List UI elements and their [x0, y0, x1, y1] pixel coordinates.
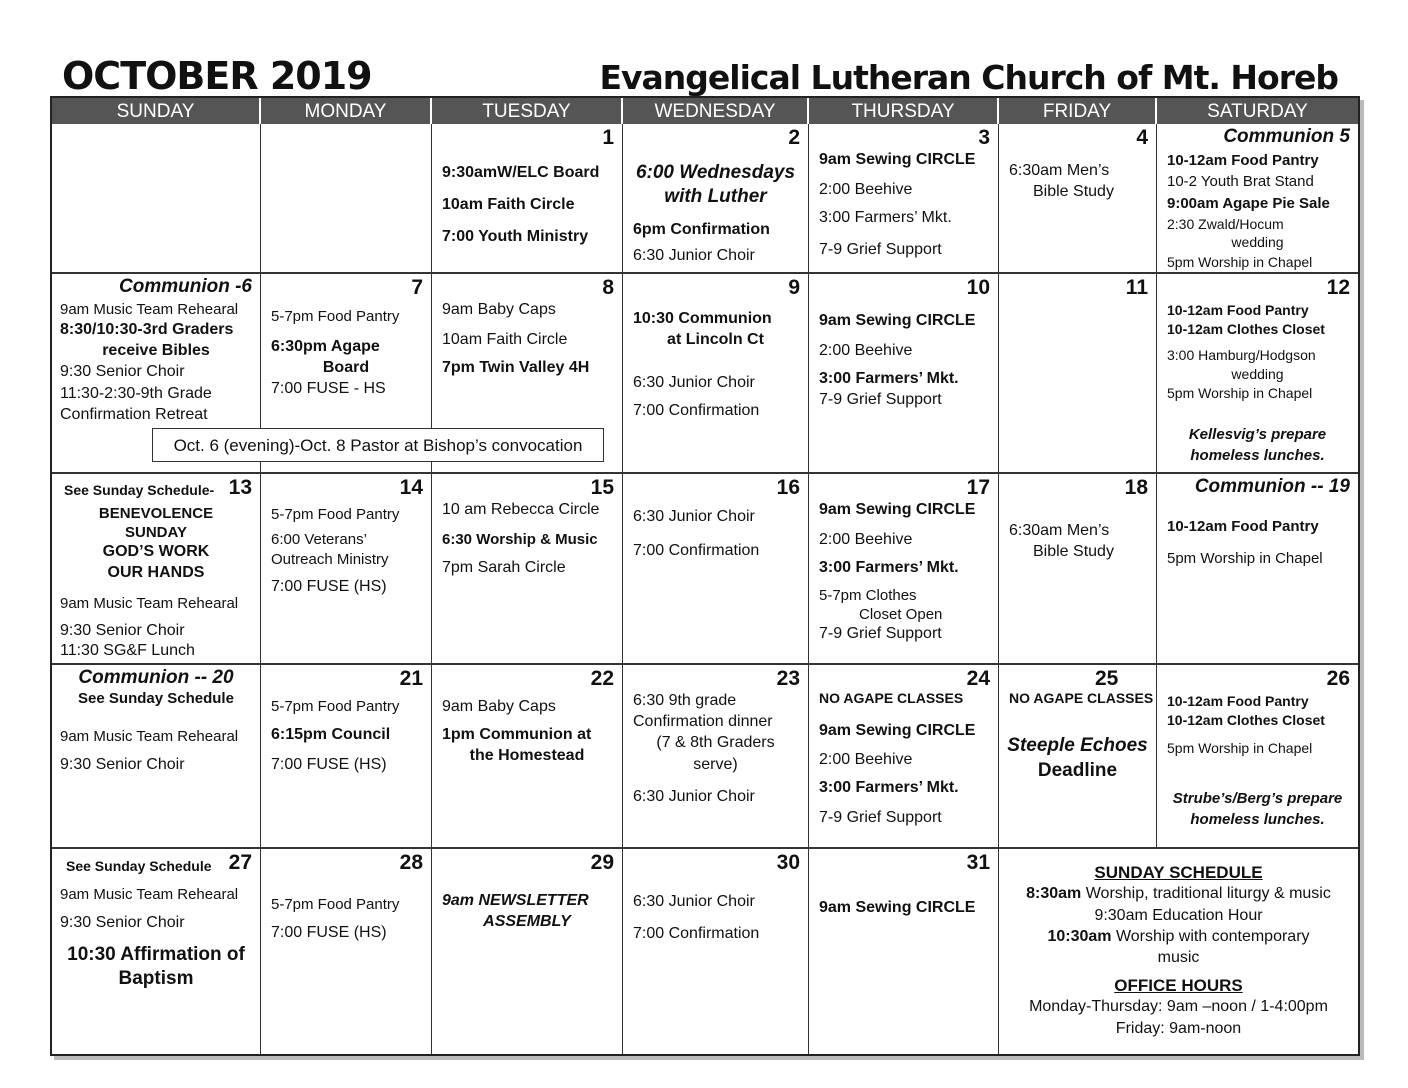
event: 11:30-2:30-9th Grade: [60, 385, 212, 402]
event: 6:30 Junior Choir: [633, 374, 755, 391]
day-number: 3: [978, 126, 990, 149]
event: receive Bibles: [102, 342, 210, 359]
day-number: 2: [788, 126, 800, 149]
event: 5pm Worship in Chapel: [1167, 254, 1313, 270]
event: 2:00 Beehive: [819, 531, 913, 548]
day-number: 8: [602, 276, 614, 299]
day-cell-oct-13: [52, 474, 261, 665]
day-cell-oct-22: [432, 665, 623, 849]
event: Kellesvig’s prepare: [1188, 426, 1327, 443]
day-number: 13: [228, 476, 252, 499]
day-cell-oct-31: [809, 849, 999, 1054]
event: the Homestead: [469, 747, 585, 764]
day-cell-oct-23: [623, 665, 809, 849]
event: 2:00 Beehive: [819, 342, 913, 359]
convocation-note: Oct. 6 (evening)-Oct. 8 Pastor at Bishop’s convocation: [152, 428, 604, 462]
day-cell-empty: [52, 124, 261, 274]
event: 1pm Communion at: [442, 726, 592, 743]
day-cell-empty: [261, 124, 432, 274]
day-cell-oct-20: [52, 665, 261, 849]
event: 9am Baby Caps: [442, 698, 556, 715]
day-cell-oct-12: [1157, 274, 1358, 474]
month-title: OCTOBER 2019: [62, 54, 372, 98]
event: 5-7pm Food Pantry: [271, 308, 400, 325]
day-cell-oct-28: [261, 849, 432, 1054]
sunday-schedule-title: SUNDAY SCHEDULE: [1094, 863, 1263, 882]
event: 7pm Twin Valley 4H: [442, 359, 590, 376]
day-cell-oct-16: [623, 474, 809, 665]
day-number: 31: [966, 851, 990, 874]
event: 9:30 Senior Choir: [60, 363, 185, 380]
event: 10-12am Clothes Closet: [1167, 321, 1325, 337]
day-cell-oct-30: [623, 849, 809, 1054]
event: 9:30 Senior Choir: [60, 756, 185, 773]
event: GOD’S WORK: [102, 543, 210, 560]
event: 6:30am Men’s: [1009, 162, 1110, 179]
day-cell-oct-10: [809, 274, 999, 474]
event: 9am Sewing CIRCLE: [819, 151, 976, 168]
event: 10-12am Food Pantry: [1167, 152, 1319, 169]
day-number: 21: [399, 667, 423, 690]
event: 7-9 Grief Support: [819, 241, 942, 258]
day-number: 7: [411, 276, 423, 299]
event: See Sunday Schedule: [66, 858, 212, 874]
event: 10:30 Affirmation of: [67, 944, 245, 965]
event: BENEVOLENCE: [98, 505, 214, 522]
event: 9am Music Team Rehearal: [60, 728, 239, 745]
day-number: 25: [1095, 667, 1119, 690]
event: 6:30 9th grade: [633, 692, 737, 709]
day-cell-oct-2: [623, 124, 809, 274]
event: wedding: [1231, 366, 1284, 382]
day-header-friday: FRIDAY: [999, 98, 1157, 124]
day-number: 27: [228, 851, 252, 874]
day-number: 12: [1326, 276, 1350, 299]
day-header-tuesday: TUESDAY: [432, 98, 623, 124]
day-number: 26: [1326, 667, 1350, 690]
event: Deadline: [1037, 760, 1118, 781]
event: Outreach Ministry: [271, 551, 389, 568]
day-cell-oct-1: [432, 124, 623, 274]
event: 9am Music Team Rehearal: [60, 595, 239, 612]
schedule-time: 10:30am: [1047, 928, 1112, 945]
event: 10-12am Food Pantry: [1167, 518, 1319, 535]
event: Board: [322, 359, 370, 376]
event: 9am Music Team Rehearal: [60, 886, 239, 903]
event: 10:30 Communion: [633, 310, 772, 327]
day-cell-oct-21: [261, 665, 432, 849]
event: See Sunday Schedule: [78, 690, 234, 707]
schedule-line: [999, 928, 1358, 946]
church-name: Evangelical Lutheran Church of Mt. Horeb: [599, 58, 1338, 97]
day-cell-oct-3: [809, 124, 999, 274]
schedule-line: [999, 885, 1358, 903]
event: 7:00 FUSE - HS: [271, 380, 386, 397]
day-header-sunday: SUNDAY: [52, 98, 261, 124]
day-cell-oct-19: [1157, 474, 1358, 665]
event: 6:30 Junior Choir: [633, 508, 755, 525]
day-number: 24: [966, 667, 990, 690]
day-cell-oct-27: [52, 849, 261, 1054]
day-header-thursday: THURSDAY: [809, 98, 999, 124]
schedule-desc: Worship with contemporary: [1111, 928, 1310, 945]
event: OUR HANDS: [107, 564, 205, 581]
event: 11:30 SG&F Lunch: [60, 642, 195, 659]
event: 6:30 Junior Choir: [633, 247, 755, 264]
event: Bible Study: [1033, 543, 1114, 560]
event: 5-7pm Clothes: [819, 587, 917, 604]
event: 10-12am Food Pantry: [1167, 693, 1309, 709]
event: 5pm Worship in Chapel: [1167, 385, 1313, 401]
event: 2:00 Beehive: [819, 751, 913, 768]
event: 7:00 Confirmation: [633, 402, 760, 419]
event: 7:00 Youth Ministry: [442, 228, 589, 245]
event: Strube’s/Berg’s prepare: [1172, 790, 1343, 807]
day-number: Communion -6: [119, 276, 252, 297]
event: 2:30 Zwald/Hocum: [1167, 216, 1284, 232]
event: 3:00 Hamburg/Hodgson: [1167, 347, 1316, 363]
event: 3:00 Farmers’ Mkt.: [819, 370, 959, 387]
event: 2:00 Beehive: [819, 181, 913, 198]
schedule-box: [999, 849, 1358, 1054]
day-header-monday: MONDAY: [261, 98, 432, 124]
event: NO AGAPE CLASSES: [819, 690, 964, 706]
event: 6:00 Wednesdays: [635, 162, 796, 183]
event: 10-2 Youth Brat Stand: [1167, 173, 1314, 190]
day-number: 16: [776, 476, 800, 499]
day-number: 15: [590, 476, 614, 499]
day-number: 22: [590, 667, 614, 690]
event: with Luther: [664, 186, 767, 207]
event: 7:00 FUSE (HS): [271, 578, 387, 595]
event: 5-7pm Food Pantry: [271, 896, 400, 913]
event: 9am Baby Caps: [442, 301, 556, 318]
event: 7:00 FUSE (HS): [271, 924, 387, 941]
day-cell-oct-26: [1157, 665, 1358, 849]
day-number: 30: [776, 851, 800, 874]
event: Bible Study: [1033, 183, 1114, 200]
event: 9am Sewing CIRCLE: [819, 501, 976, 518]
event: homeless lunches.: [1190, 811, 1325, 828]
day-cell-oct-25: [999, 665, 1157, 849]
event: 10-12am Food Pantry: [1167, 302, 1309, 318]
event: 9:30 Senior Choir: [60, 914, 185, 931]
day-cell-oct-15: [432, 474, 623, 665]
day-header-wednesday: WEDNESDAY: [623, 98, 809, 124]
event: 9am Sewing CIRCLE: [819, 722, 976, 739]
event: 9:00am Agape Pie Sale: [1167, 195, 1330, 212]
event: 7pm Sarah Circle: [442, 559, 566, 576]
day-cell-oct-24: [809, 665, 999, 849]
day-number: 18: [1124, 476, 1148, 499]
event: Baptism: [118, 968, 194, 989]
event: 6pm Confirmation: [633, 221, 770, 238]
day-number: 28: [399, 851, 423, 874]
event: 5pm Worship in Chapel: [1167, 550, 1323, 567]
event: 3:00 Farmers’ Mkt.: [819, 779, 959, 796]
day-number: Communion -- 19: [1194, 476, 1350, 497]
day-number: 29: [590, 851, 614, 874]
day-cell-oct-5: [1157, 124, 1358, 274]
event: (7 & 8th Graders: [656, 734, 775, 751]
event: 10-12am Clothes Closet: [1167, 712, 1325, 728]
event: 6:30 Junior Choir: [633, 788, 755, 805]
event: 9am Music Team Rehearal: [60, 301, 239, 318]
schedule-line: music: [1157, 949, 1200, 966]
event: Closet Open: [859, 606, 943, 623]
event: 5pm Worship in Chapel: [1167, 740, 1313, 756]
event: 9am Sewing CIRCLE: [819, 312, 976, 329]
day-number: 14: [399, 476, 423, 499]
event: 8:30/10:30-3rd Graders: [60, 321, 234, 338]
event: Confirmation dinner: [633, 713, 773, 730]
office-hours-line: Monday-Thursday: 9am –noon / 1-4:00pm: [1029, 998, 1328, 1015]
event: NO AGAPE CLASSES: [1009, 690, 1154, 706]
event: 9:30 Senior Choir: [60, 622, 185, 639]
day-number: 11: [1125, 276, 1148, 299]
day-number: 23: [776, 667, 800, 690]
event: Steeple Echoes: [1007, 735, 1148, 756]
event: See Sunday Schedule-: [64, 482, 215, 498]
event: 6:30 Junior Choir: [633, 893, 755, 910]
day-number: 9: [788, 276, 800, 299]
event: ASSEMBLY: [483, 913, 571, 930]
event: Confirmation Retreat: [60, 406, 208, 423]
day-cell-oct-11: [999, 274, 1157, 474]
event: 10 am Rebecca Circle: [442, 501, 600, 518]
event: 5-7pm Food Pantry: [271, 698, 400, 715]
event: 3:00 Farmers’ Mkt.: [819, 209, 952, 226]
event: 6:30 Worship & Music: [442, 531, 598, 548]
event: 6:00 Veterans’: [271, 531, 367, 548]
office-hours-line: Friday: 9am-noon: [1115, 1020, 1242, 1037]
event: 6:30am Men’s: [1009, 522, 1110, 539]
day-cell-oct-18: [999, 474, 1157, 665]
day-number: 17: [966, 476, 990, 499]
day-number: 4: [1136, 126, 1148, 149]
event: SUNDAY: [125, 524, 187, 541]
event: 7-9 Grief Support: [819, 809, 942, 826]
schedule-line: 9:30am Education Hour: [1094, 907, 1263, 924]
event: serve): [693, 756, 738, 773]
schedule-time: 8:30am: [1026, 885, 1082, 902]
event: 9:30amW/ELC Board: [442, 164, 600, 181]
event: 7:00 Confirmation: [633, 925, 760, 942]
event: 7:00 Confirmation: [633, 542, 760, 559]
day-number: Communion 5: [1223, 126, 1350, 147]
day-number: 10: [966, 276, 990, 299]
event: wedding: [1231, 234, 1284, 250]
event: 10am Faith Circle: [442, 331, 568, 348]
calendar-grid: [50, 96, 1360, 1056]
day-header-saturday: SATURDAY: [1207, 101, 1308, 122]
event: homeless lunches.: [1190, 447, 1325, 464]
event: 10am Faith Circle: [442, 196, 575, 213]
event: 7-9 Grief Support: [819, 625, 942, 642]
weekday-header: [52, 98, 1358, 124]
day-cell-oct-29: [432, 849, 623, 1054]
event: 7-9 Grief Support: [819, 391, 942, 408]
day-cell-oct-17: [809, 474, 999, 665]
event: 6:15pm Council: [271, 726, 391, 743]
event: at Lincoln Ct: [667, 331, 764, 348]
day-number: Communion -- 20: [78, 667, 234, 688]
event: 9am Sewing CIRCLE: [819, 899, 976, 916]
day-number: 1: [602, 126, 614, 149]
schedule-desc: Worship, traditional liturgy & music: [1081, 885, 1331, 902]
day-cell-oct-14: [261, 474, 432, 665]
office-hours-title: OFFICE HOURS: [1114, 976, 1243, 995]
event: 9am NEWSLETTER: [442, 892, 589, 909]
day-cell-oct-4: [999, 124, 1157, 274]
event: 6:30pm Agape: [271, 338, 380, 355]
event: 3:00 Farmers’ Mkt.: [819, 559, 959, 576]
day-cell-oct-9: [623, 274, 809, 474]
event: 5-7pm Food Pantry: [271, 506, 400, 523]
event: 7:00 FUSE (HS): [271, 756, 387, 773]
